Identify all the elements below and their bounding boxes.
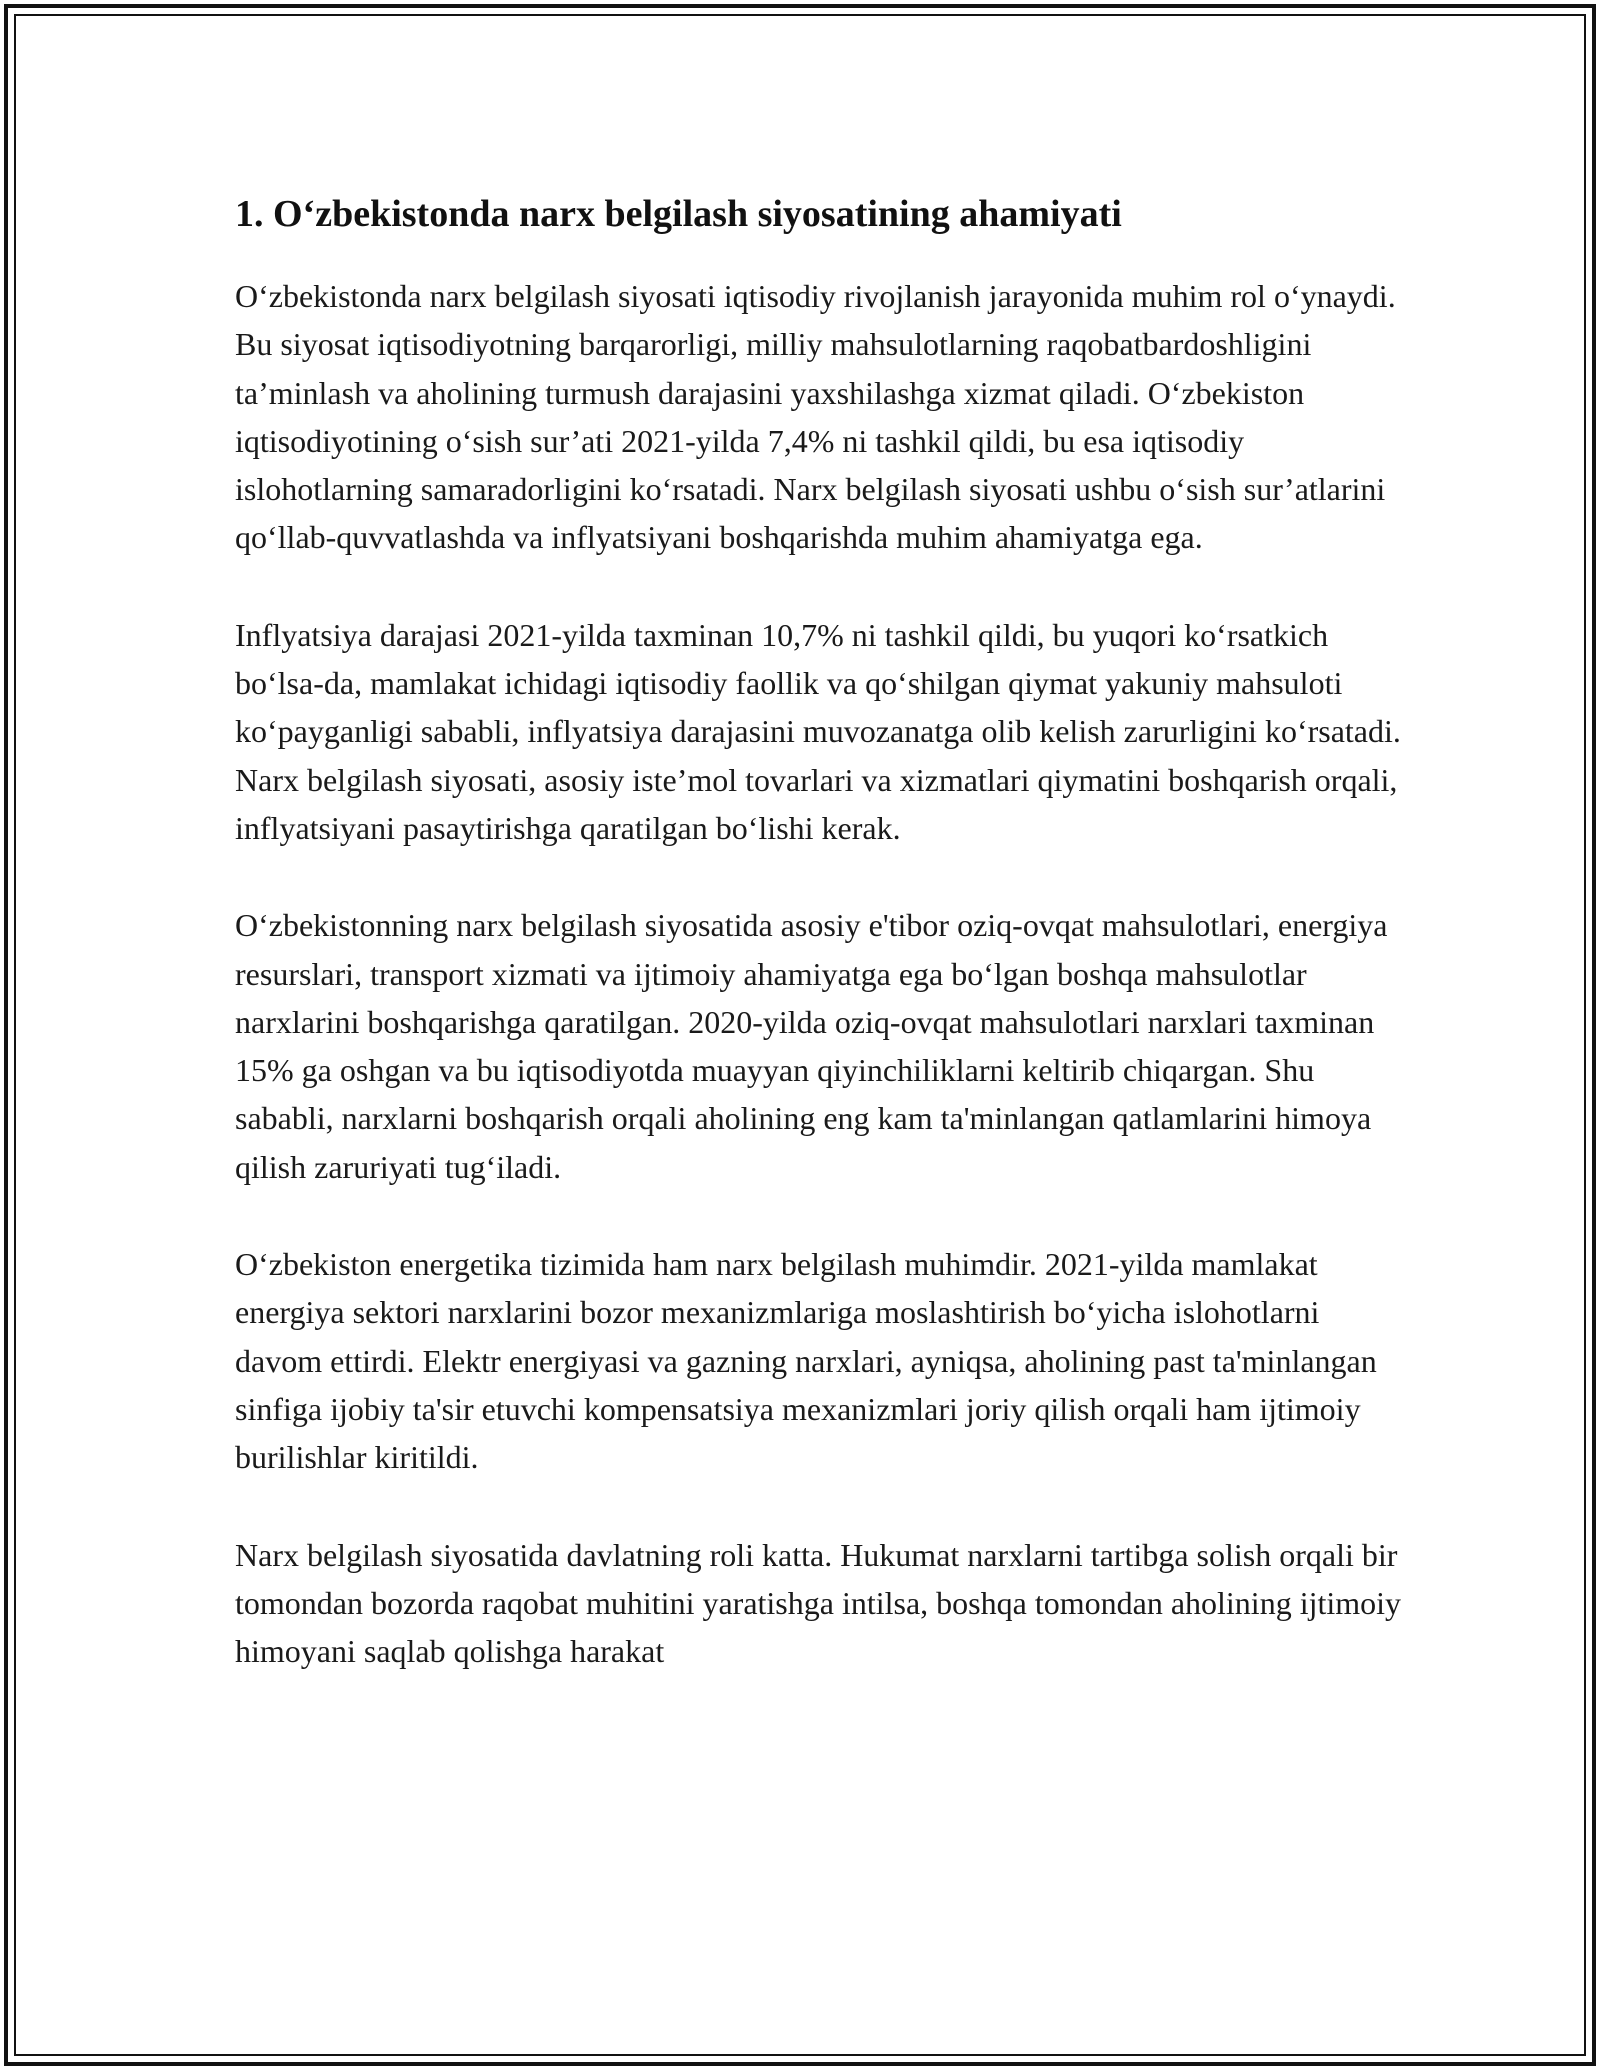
paragraph-5: Narx belgilash siyosatida davlatning roli katta. Hukumat narxlarni tartibga solish orqali bir tomondan bozorda raqobat muhitini yaratishga intilsa, boshqa tomondan aholining ijtimoiy himoyani saqlab qolishga harakat bbox=[235, 1536, 1402, 1670]
paragraph-3: O‘zbekistonning narx belgilash siyosatida asosiy e'tibor oziq-ovqat mahsulotlari, energiya resurslari, transport xizmati va ijtimoiy ahamiyatga ega bo‘lgan boshqa mahsulotlar narxlarini boshqarishga qaratilgan. 2020-yilda oziq-ovqat mahsulotlari narxlari taxminan 15% ga oshgan va bu iqtisodiyotda muayyan qiyinchiliklarni keltirib chiqargan. Shu sababli, narxlarni boshqarish orqali aholining eng kam ta'minlangan qatlamlarini himoya qilish zaruriyati tug‘iladi. bbox=[235, 907, 1388, 1185]
paragraph-1: O‘zbekistonda narx belgilash siyosati iqtisodiy rivojlanish jarayonida muhim rol o‘ynaydi. Bu siyosat iqtisodiyotning barqarorligi, milliy mahsulotlarning raqobatbardoshligini ta’minlash va aholining turmush darajasini yaxshilashga xizmat qiladi. O‘zbekiston iqtisodiyotining o‘sish sur’ati 2021-yilda 7,4% ni tashkil qildi, bu esa iqtisodiy islohotlarning samaradorligini ko‘rsatadi. Narx belgilash siyosati ushbu o‘sish sur’atlarini qo‘llab-quvvatlashda va inflyatsiyani boshqarishda muhim ahamiyatga ega. bbox=[235, 278, 1396, 556]
paragraph-4: O‘zbekiston energetika tizimida ham narx belgilash muhimdir. 2021-yilda mamlakat energiya sektori narxlarini bozor mexanizmlariga moslashtirish bo‘yicha islohotlarni davom ettirdi. Elektr energiyasi va gazning narxlari, ayniqsa, aholining past ta'minlangan sinfiga ijobiy ta'sir etuvchi kompensatsiya mexanizmlari joriy qilish orqali ham ijtimoiy burilishlar kiritildi. bbox=[235, 1246, 1377, 1476]
paragraph-2: Inflyatsiya darajasi 2021-yilda taxminan 10,7% ni tashkil qildi, bu yuqori ko‘rsatkich bo‘lsa-da, mamlakat ichidagi iqtisodiy faollik va qo‘shilgan qiymat yakuniy mahsuloti ko‘payganligi sababli, inflyatsiya darajasini muvozanatga olib kelish zarurligini ko‘rsatadi. Narx belgilash siyosati, asosiy iste’mol tovarlari va xizmatlari qiymatini boshqarish orqali, inflyatsiyani pasaytirishga qaratilgan bo‘lishi kerak. bbox=[235, 616, 1401, 846]
document-body bbox=[235, 186, 1410, 1724]
section-heading: 1. O‘zbekistonda narx belgilash siyosatining ahamiyati bbox=[235, 193, 1122, 235]
